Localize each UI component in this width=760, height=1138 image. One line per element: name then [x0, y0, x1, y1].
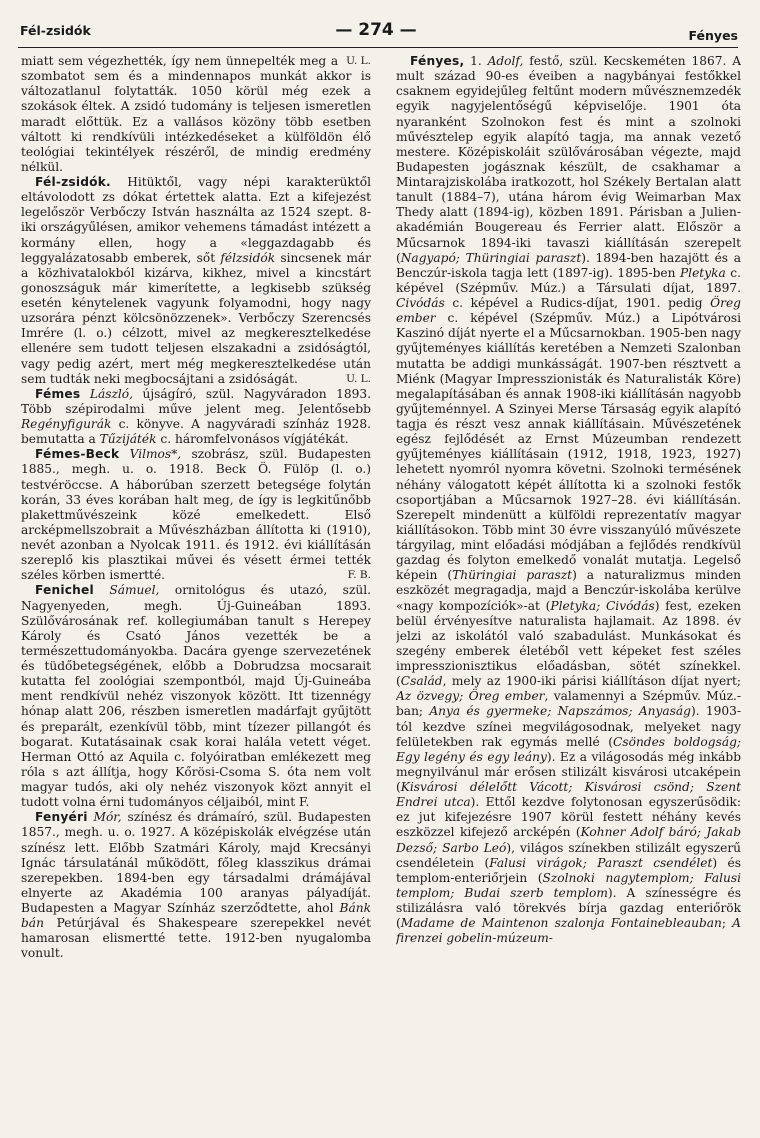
entry-fenyes-adolf: Fényes, 1. Adolf, festő, szül. Kecskeméten 1867. A mult század 90-es éveiben a nagybányai festőkkel csaknem egyidejűleg feltűnt modern művésznemzedék egyik nagyjelentőségű képviselője. 1901 óta nyaranként Szolnokon fest és mint a szolnoki művésztelep egyik alapító tagja, ma annak vezető mestere. Középiskoláit szülővárosában végezte, majd Budapesten jogásznak készült, de csakhamar a Mintarajziskolába iratkozott, hol Székely Bertalan alatt tanult (1884–7), utána három évig Weimarban Max Thedy alatt (1894-ig), közben 1891. Párisban a Julien-akadémián Bougereau és Ferrier alatt. Először a Műcsarnok 1894-iki tavaszi kiállításán szerepelt (Nagyapó; Thüringiai paraszt). 1894-ben hazajött és a Benczúr-iskola tagja lett (1897-ig). 1895-ben Pletyka c. képével (Szépműv. Múz.) a Társulati díjat, 1897. Civódás c. képével a Rudics-díjat, 1901. pedig Öreg ember c. képével (Szépműv. Múz.) a Lipótvárosi Kaszinó díját nyerte el a Műcsarnokban. 1905-ben nagy gyűjteményes kiállítás keretében a Nemzeti Szalonban mutatta be addigi munkásságát. 1907-ben résztvett a Miénk (Magyar Impresszionisták és Naturalisták Köre) megalapításában és annak 1908-iki kiállításán nagyobb gyűjteménnyel. A Szinyei Merse Társaság egyik alapító tagja és részt vesz annak kiállításain. Művészetének egész fejlődését az Ernst Múzeumban rendezett gyűjteményes kiállításain (1912, 1918, 1923, 1927) lehetett nyomról nyomra követni. Szolnoki termésének néhány válogatott képét állította ki a szolnoki festők csoportjában a Műcsarnok 1927–28. évi kiállításán. Szerepelt mindenütt a külföldi reprezentatív magyar kiállításokon. Több mint 30 évre visszanyúló művészete tárgyilag, mint előadási módjában a fejlődés rendkívül gazdag és folyton emelkedő vonalát mutatja. Legelső képein (Thüringiai paraszt) a naturalizmus minden eszközét megragadja, majd a Benczúr-iskolába kerülve «nagy kompozíciók»-at (Pletyka; Civódás) fest, ezeken belül érvényesítve naturalista hajlamait. Az 1898. év jelzi az iskolától való szabadulást. Munkásokat és szegény emberek életéből vett képeket fest széles impresszionisztikus előadásban, sötét színekkel. (Család, mely az 1900-iki párisi kiállításon díjat nyert; Az özvegy; Öreg ember, valamennyi a Szépműv. Múz.-ban; Anya és gyermeke; Napszámos; Anyaság). 1903-tól kezdve színei megvilágosodnak, melyeket nagy felületekben rak egymás mellé (Csöndes boldogság; Egy legény és egy leány). Ez a világosodás még inkább megnyilvánul már erősen stilizált kisvárosi utcaképein (Kisvárosi délelőtt Vácott; Kisvárosi csönd; Szent Endrei utca). Ettől kezdve folytonosan egyszerűsödik: ez jut kifejezésre 1907 körül festett néhány kevés eszközzel kifejező arcképén (Kohner Adolf báró; Jakab Dezső; Sarbo Leó), világos színekben stilizált egyszerű csendéletein (Falusi virágok; Paraszt csendélet) és templom-enteriőrjein (Szolnoki nagytemplom; Falusi templom; Budai szerb templom). A színességre és stilizálásra való törekvés bírja gazdag enteriőrök (Madame de Maintenon szalonja Fontainebleauban; A firenzei gobelin-múzeum- — [396, 54, 741, 946]
right-column — [396, 54, 741, 1134]
author-signature: U. L. — [346, 372, 371, 385]
page-number: — 274 — — [335, 20, 417, 40]
author-signature: U. L. — [346, 55, 371, 67]
entry-fenyeri: Fenyéri Mór, színész és drámaíró, szül. Budapesten 1857., megh. u. o. 1927. A középiskolák elvégzése után színész lett. Előbb Szatmári Károly, majd Krecsányi Ignác társulatánál működött, főleg klasszikus drámai szerepekben. 1894-ben egy társadalmi drámájával elnyerte az Akadémia 100 aranyas pályadíját. Budapesten a Magyar Színház szerződtette, ahol Bánk bán Petúrjával és Shakespeare szerepekkel nevét hamarosan elismertté tette. 1912-ben nyugalomba vonult. — [21, 810, 371, 961]
running-header — [14, 20, 738, 44]
left-column — [21, 54, 371, 1134]
header-right-keyword: Fényes — [688, 28, 738, 43]
entry-headword: Fémes-Beck — [35, 447, 120, 462]
entry-fel-zsidok: Fél-zsidók. Hitüktől, vagy népi karakterüktől eltávolodott zs dókat értettek alatta. Ezt a kifejezést legelőször Verbőczy István használta az 1524 szept. 8-iki országyűlésen, amikor vehemens támadást intézett a kormány ellen, hogy a «leggazdagabb és leggyalázatosabb emberek, sőt félzsidók sincsenek már a közhivatalokból kizárva, kikhez, mivel a kincstárt gonoszságuk már kimerítette, a legkisebb szükség esetén kénytelenek vagyunk folyamodni, hogy nagy uzsorára pénzt kölcsönözzenek». Verbőczy Szerencsés Imrére (l. o.) célzott, mivel az megkeresztelkedése ellenére sem tudott teljesen elszakadni a zsidóságtól, vagy pedig azért, mert még megkeresztelkedése után sem tudták neki megbocsájtani a zsidóságát. U. L. — [21, 175, 371, 386]
entry-femes-laszlo: Fémes László, újságíró, szül. Nagyváradon 1893. Több szépirodalmi műve jelent meg. Jelentősebb Regényfigurák c. könyve. A nagyváradi színház 1928. bemutatta a Tűzijáték c. háromfelvonásos vígjátékát. — [21, 386, 371, 447]
entry-headword: Fél-zsidók. — [35, 175, 111, 189]
header-left-keyword: Fél-zsidók — [20, 23, 91, 38]
entry-femes-beck: Fémes-Beck Vilmos*, szobrász, szül. Budapesten 1885., megh. u. o. 1918. Beck Ö. Fülöp (l. o.) testvéröccse. A háborúban szerzett betegsége folytán korán, 33 éves korában halt meg, de így is legkitűnőbb plakettművészeink közé emelkedett. Első arcképmellszobrait a Művészházban állította ki (1910), nevét azonban a Nyolcak 1911. és 1912. évi kiállításán szereplő kis plasztikai művei és vésett érmei tették széles körben ismertté. F. B. — [21, 447, 371, 583]
entry-fenichel: Fenichel Sámuel, ornitológus és utazó, szül. Nagyenyeden, megh. Új-Guineában 1893. Szülővárosának ref. kollegiumában tanult s Herepey Károly és Csató János vezették be a természettudományokba. Dacára gyenge szervezetének és tüdőbetegségének, előbb a Dobrudzsa mocsarait kutatta fel zoológiai szempontból, majd Új-Guineába ment rendkívül nehéz viszonyok között. Itt tizennégy hónap alatt 206, részben ismeretlen madárfajt gyűjtött és preparált, ezenkívül több, mint tízezer pillangót és bogarat. Kutatásainak csak korai halála vetett véget. Herman Ottó az Aquila c. folyóiratban emlékezett meg róla s azt állítja, hogy Kőrösi-Csoma S. óta nem volt magyar tudós, aki oly nehéz viszonyok közt annyit el tudott volna érni tudományos céljaiból, mint F. — [21, 583, 371, 810]
entry-headword: Fényes, — [410, 54, 465, 68]
entry-headword: Fenyéri — [35, 810, 88, 825]
entry-headword: Fenichel — [35, 583, 94, 598]
entry-continuation: U. L. miatt sem végezhették, így nem ünnepelték meg a szombatot sem és a mindennapos munkát akkor is változatlanul folytatták. 1050 körül még ezek a szokások éltek. A zsidó tudomány is teljesen ismeretlen maradt előttük. Ez a vallásos közöny több esetben váltott ki rendkívüli intézkedéseket a külföldön élő teológiai tekintélyek részéről, de mindig eredmény nélkül. — [21, 54, 371, 174]
header-rule — [18, 47, 738, 48]
entry-headword: Fémes — [35, 386, 81, 401]
author-signature: F. B. — [347, 569, 371, 582]
